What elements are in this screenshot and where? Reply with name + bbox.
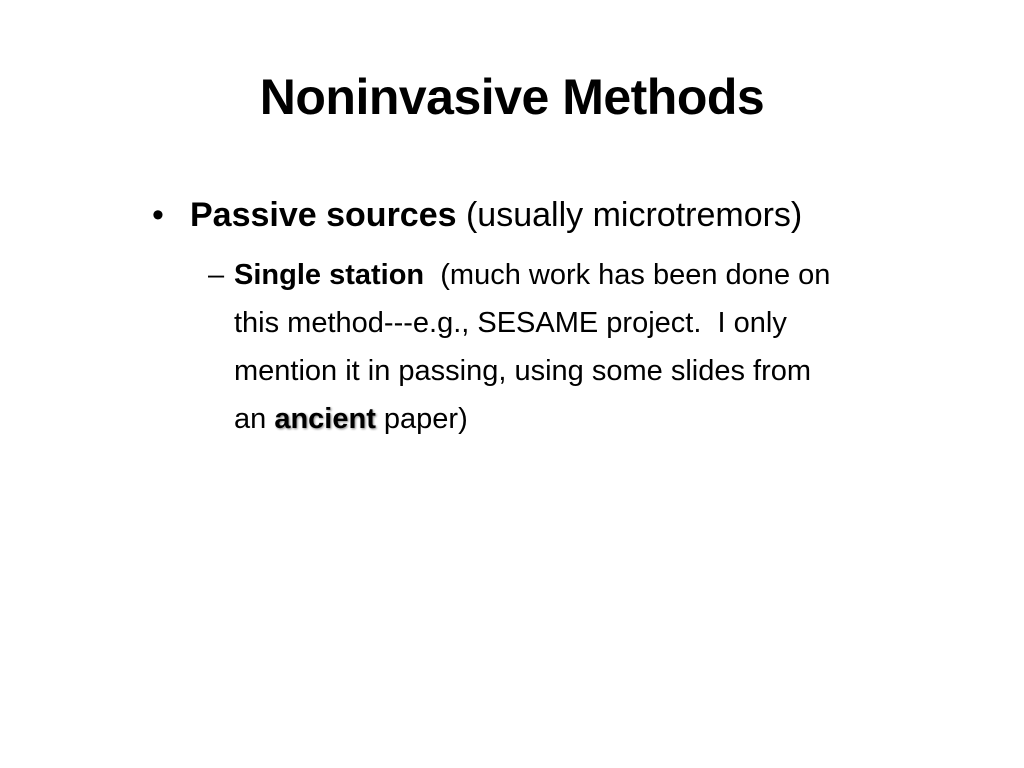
slide-title: Noninvasive Methods — [259, 69, 765, 125]
bullet-passive-sources — [150, 190, 850, 241]
bullet-marker: • — [152, 196, 164, 234]
sub-bullet-text-after: paper) — [375, 403, 468, 435]
sub-bullet-heading-single-station: Single station — [234, 259, 425, 291]
emphasis-ancient: ancient — [274, 403, 376, 435]
sub-bullet-marker: – — [208, 259, 225, 291]
sub-bullet-single-station — [208, 251, 844, 443]
slide-body — [150, 190, 850, 443]
bullet-text-passive-sources: (usually microtremors) — [456, 196, 803, 234]
bullet-heading-passive-sources: Passive sources — [190, 196, 457, 234]
sub-bullet-text-before: (much work has been done on this method---e.g., SESAME project. I only mention it in passing, using some slides from an — [234, 259, 839, 435]
